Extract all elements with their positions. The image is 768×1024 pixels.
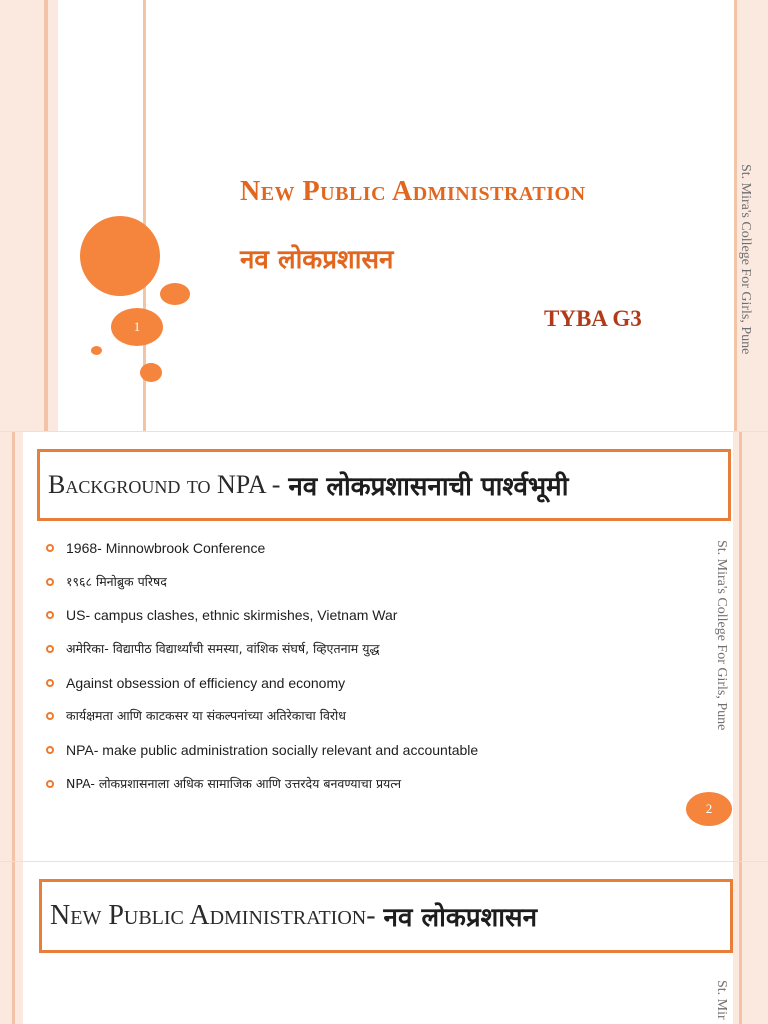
college-name-vertical: St. Mira's College For Girls, Pune: [738, 164, 753, 355]
slide-title: New Public Administration: [240, 176, 586, 207]
right-stripe-pale-2: [742, 432, 768, 862]
decor-circle-small: [160, 283, 190, 305]
page-number-badge: [686, 792, 732, 826]
bullet-icon: [46, 712, 54, 720]
list-item: कार्यक्षमता आणि काटकसर या संकल्पनांच्या अतिरेकाचा विरोध: [46, 704, 478, 738]
college-name-vertical: St. Mira's College For Girls, Pune: [714, 540, 729, 731]
decor-circle-small-2: [140, 363, 162, 382]
slide-subtitle: TYBA G3: [544, 306, 642, 331]
college-name-vertical: St. Mir: [714, 980, 729, 1020]
page-number-badge: [111, 308, 163, 346]
bullet-icon: [46, 645, 54, 653]
page-number: 1: [133, 319, 141, 334]
page-number: 2: [705, 801, 713, 816]
slide-title-marathi: नव लोकप्रशासन: [383, 903, 538, 933]
bullet-icon: [46, 679, 54, 687]
slide-2: [0, 432, 768, 862]
slide-title-box: [39, 879, 733, 953]
right-stripe-pale-2: [742, 862, 768, 1024]
slide-title: New Public Administration-: [50, 900, 376, 931]
list-item: NPA- लोकप्रशासनाला अधिक सामाजिक आणि उत्तरदेय बनवण्याचा प्रयत्न: [46, 772, 478, 806]
left-stripe-pale: [0, 862, 12, 1024]
left-stripe-pale: [0, 0, 44, 432]
left-stripe-pale: [0, 432, 12, 862]
slide-title-marathi: नव लोकप्रशासन: [240, 245, 394, 275]
left-stripe-pale-2: [15, 432, 23, 862]
decor-dot: [91, 346, 102, 355]
list-item: NPA- make public administration socially relevant and accountable: [46, 738, 478, 772]
decor-circle-large: [80, 216, 160, 296]
slide-3: [0, 862, 768, 1024]
bullet-list: [46, 536, 478, 806]
bullet-icon: [46, 780, 54, 788]
slide-title: Background to NPA -: [48, 470, 281, 499]
list-item: US- campus clashes, ethnic skirmishes, Vietnam War: [46, 603, 478, 637]
list-item: १९६८ मिनोब्रुक परिषद: [46, 570, 478, 604]
slide-1: [0, 0, 768, 432]
list-item: 1968- Minnowbrook Conference: [46, 536, 478, 570]
bullet-icon: [46, 578, 54, 586]
bullet-icon: [46, 746, 54, 754]
slide-title-marathi: नव लोकप्रशासनाची पार्श्वभूमी: [288, 472, 569, 502]
list-item: अमेरिका- विद्यापीठ विद्यार्थ्यांची समस्या, वांशिक संघर्ष, व्हिएतनाम युद्ध: [46, 637, 478, 671]
list-item: Against obsession of efficiency and economy: [46, 671, 478, 705]
bullet-icon: [46, 544, 54, 552]
left-stripe-pale-2: [15, 862, 23, 1024]
left-stripe-pale-2: [48, 0, 58, 432]
slide-title-box: [37, 449, 731, 521]
bullet-icon: [46, 611, 54, 619]
